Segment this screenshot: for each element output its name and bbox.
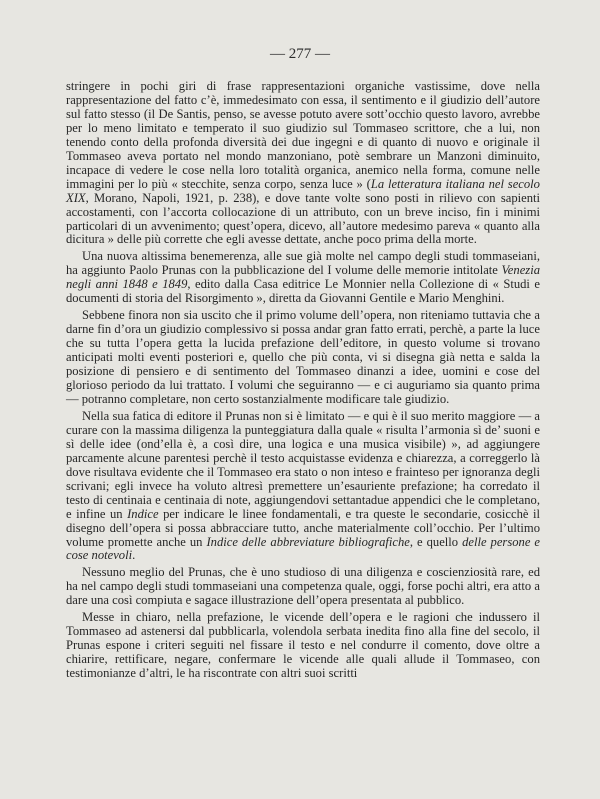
text-run: stringere in pochi giri di frase rappresentazioni organiche vastissime, dove nella rappresentazione del fatto c’è, immedesimato con essa, il sentimento e il giudizio dell’autore sul fatto stesso (il De Santis, penso, se avesse potuto avere sott’occhio questo lavoro, avrebbe per lo meno limitato e temperato il suo giudizio sul Tommaseo scrittore, che a lui, non tenendo conto della profonda diversità dei due ingegni e di quanto di nuovo e originale il Tommaseo aveva portato nel mondo manzoniano, potè sembrare un Manzoni diminuito, incapace di vedere le cose nella loro totalità organica, anemico nella forma, comune nelle immagini per lo più « stecchite, senza corpo, senza luce » (: [66, 79, 540, 191]
text-run: Una nuova altissima benemerenza, alle sue già molte nel campo degli studi tommaseiani, ha aggiunto Paolo Prunas con la pubblicazione del I volume delle memorie intitolate: [66, 249, 540, 278]
paragraph: [66, 410, 540, 563]
italic-term: Indice: [127, 506, 159, 521]
book-title: La letteratura italiana nel secolo XIX: [66, 176, 540, 205]
text-run: Sebbene finora non sia uscito che il primo volume dell’opera, non riteniamo tuttavia che a darne fin d’ora un giudizio complessivo si possa andar gran fatto errati, perchè, a parte la luce che su tutta l’opera getta la lucida prefazione dell’editore, in questo volume si trovano anticipati molti eventi posteriori e, quello che più conta, vi si disegna già netta e salda la posizione di pensiero e di sentimento del Tommaseo dinanzi a idee, uomini e cose del glorioso periodo da lui trattato. I volumi che seguiranno — e ci auguriamo sia quanto prima — potranno completare, non certo sostanzialmente modificare tale giudizio.: [66, 308, 540, 406]
page-number: — 277 —: [270, 46, 330, 62]
paragraph: [66, 611, 540, 681]
text-run: per indicare le linee fondamentali, e tra queste le secondarie, cosicchè il disegno dell’opera si possa abbracciare tutto, anche materialmente coll’occhio. Per l’ultimo volume promette anche un: [66, 506, 540, 549]
text-run: , edito dalla Casa editrice Le Monnier nella Collezione di « Studi e documenti di storia del Risorgimento », diretta da Giovanni Gentile e Mario Menghini.: [66, 277, 540, 306]
paragraph: [66, 250, 540, 306]
body-text: [66, 80, 540, 684]
text-run: Nella sua fatica di editore il Prunas non si è limitato — e qui è il suo merito maggiore — a curare con la massima diligenza la punteggiatura dalla quale « risulta l’armonia sì de’ suoni e sì delle idee (ond’ella è, a così dire, una logica e una musica visibile) », ad aggiungere parcamente alcune parentesi perchè il testo acquistasse evidenza e chiarezza, a correggerlo là dove risultava evidente che il Tommaseo era stato o non inteso e frainteso per ignoranza degli scrivani; egli invece ha voluto altresì premettere un’esauriente prefazione; ha corredato il testo di centinaia e centinaia di note, aggiungendovi settantadue appendici che le completano, e infine un: [66, 408, 540, 521]
text-run: .: [132, 548, 136, 563]
text-run: Messe in chiaro, nella prefazione, le vicende dell’opera e le ragioni che indussero il Tommaseo ad astenersi dal pubblicarla, volendola serbata inedita fino alla fine del secolo, il Prunas espone i criteri seguiti nel fissare il testo e nel condurre il comento, dove oltre a chiarire, rettificare, negare, confermare le vicende alle quali allude il Tommaseo, con testimonianze d’altri, le ha riscontrate con altri suoi scritti: [66, 610, 540, 681]
book-title: Venezia negli anni 1848 e 1849: [66, 263, 540, 292]
text-run: Nessuno meglio del Prunas, che è uno studioso di una diligenza e coscienziosità rare, ed ha nel campo degli studi tommaseiani una competenza quale, oggi, forse pochi altri, era atto a dare una così compiuta e sagace illustrazione dell’opera presentata al pubblico.: [66, 565, 540, 608]
paragraph: [66, 309, 540, 407]
text-run: , e quello: [409, 534, 463, 549]
text-run: , Morano, Napoli, 1921, p. 238), e dove tante volte sono posti in rilievo con sapienti accostamenti, con l’accorta collocazione di un attributo, con un breve inciso, fin i minimi particolari di un avvenimento; quest’opera, dicevo, all’autore medesimo pareva « quanto alla dicitura » delle più corrette che egli avesse dettate, anche poco prima della morte.: [66, 190, 540, 247]
italic-term: Indice delle abbreviature bibliografiche: [206, 534, 410, 549]
italic-term: delle persone e cose notevoli: [66, 534, 540, 563]
paragraph: [66, 80, 540, 247]
paragraph: [66, 566, 540, 608]
